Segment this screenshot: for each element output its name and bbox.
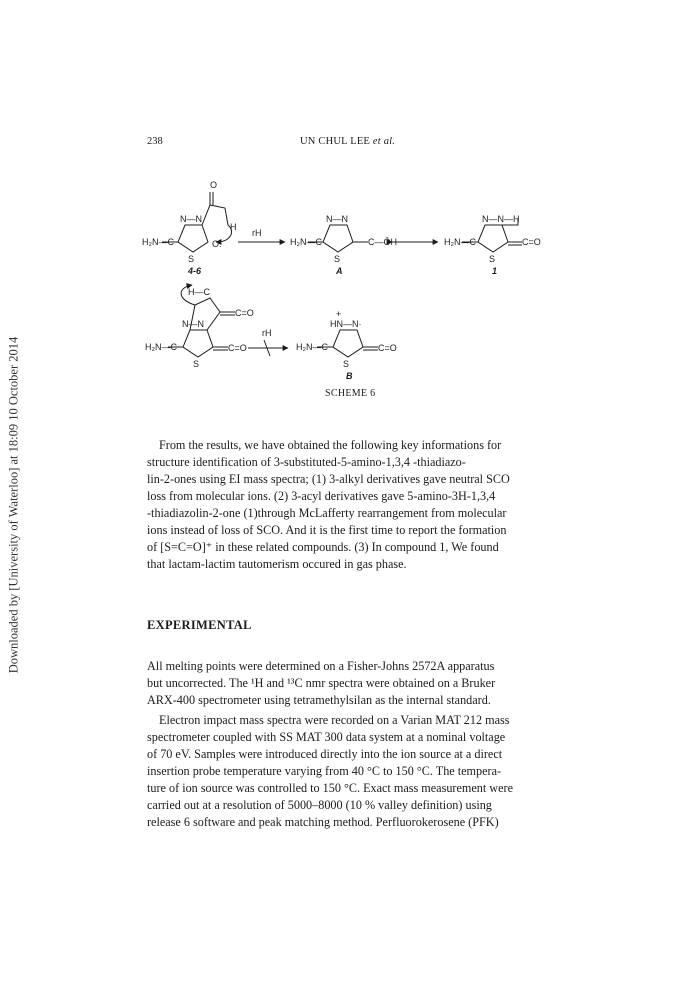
svg-text:N—N—H: N—N—H bbox=[482, 214, 520, 224]
text-line: All melting points were determined on a Fisher-Johns 2572A apparatus bbox=[147, 659, 495, 673]
svg-text:C—ÖH: C—ÖH bbox=[368, 237, 397, 247]
text-line: of [S=C=O]⁺ in these related compounds. (3) In compound 1, We found bbox=[147, 540, 499, 554]
svg-text:H₂N—C: H₂N—C bbox=[444, 237, 476, 247]
text-line: Electron impact mass spectra were recorded on a Varian MAT 212 mass bbox=[159, 713, 510, 727]
section-heading-experimental: EXPERIMENTAL bbox=[147, 618, 252, 632]
svg-text:C=O: C=O bbox=[228, 343, 247, 353]
svg-text:H₂N—C: H₂N—C bbox=[145, 342, 177, 352]
svg-text:C=O: C=O bbox=[378, 343, 397, 353]
svg-text:H: H bbox=[230, 222, 237, 232]
text-line: From the results, we have obtained the following key informations for bbox=[159, 438, 502, 452]
running-head bbox=[300, 136, 395, 147]
text-line: lin-2-ones using EI mass spectra; (1) 3-alkyl derivatives gave neutral SCO bbox=[147, 472, 510, 486]
text-line: ture of ion source was controlled to 150 °C. Exact mass measurement were bbox=[147, 781, 513, 795]
text-line: that lactam-lactim tautomerism occured in gas phase. bbox=[147, 557, 407, 571]
svg-text:O:: O: bbox=[212, 239, 222, 249]
label-1: 1 bbox=[492, 266, 498, 276]
experimental-paragraph-1 bbox=[147, 658, 549, 709]
svg-text:N—N: N—N bbox=[182, 319, 204, 329]
label-b: B bbox=[346, 371, 353, 380]
svg-text:S: S bbox=[334, 254, 341, 264]
svg-text:S: S bbox=[193, 359, 200, 369]
text-line: ARX-400 spectrometer using tetramethylsilan as the internal standard. bbox=[147, 693, 491, 707]
text-line: of 70 eV. Samples were introduced directly into the ion source at a direct bbox=[147, 747, 503, 761]
svg-text:S: S bbox=[343, 359, 350, 369]
experimental-paragraph-2 bbox=[147, 712, 549, 831]
svg-text:N—N: N—N bbox=[180, 214, 202, 224]
svg-text:O: O bbox=[210, 180, 218, 190]
ring-row2 bbox=[183, 330, 213, 357]
svg-text:H₂N—C: H₂N—C bbox=[296, 342, 328, 352]
svg-text:H₂N—C: H₂N—C bbox=[142, 237, 174, 247]
svg-text:H—C: H—C bbox=[188, 287, 210, 297]
ring-a bbox=[323, 225, 353, 252]
svg-text:S: S bbox=[188, 254, 195, 264]
svg-text:H₂N—C: H₂N—C bbox=[290, 237, 322, 247]
text-line: but uncorrected. The ¹H and ¹³C nmr spectra were obtained on a Bruker bbox=[147, 676, 496, 690]
text-line: loss from molecular ions. (2) 3-acyl derivatives gave 5-amino-3H-1,3,4 bbox=[147, 489, 496, 503]
text-line: insertion probe temperature varying from 40 °C to 150 °C. The tempera- bbox=[147, 764, 502, 778]
running-head-etal: et al. bbox=[372, 136, 396, 147]
svg-text:HN—N·: HN—N· bbox=[330, 319, 362, 329]
text-line: release 6 software and peak matching method. Perfluorokerosene (PFK) bbox=[147, 815, 499, 829]
label-4-6: 4-6 bbox=[188, 266, 202, 276]
arrow-label-rh: rH bbox=[252, 228, 262, 238]
scheme-6-figure bbox=[140, 170, 560, 380]
text-line: -thiadiazolin-2-one (1)through McLafferty rearrangement from molecular bbox=[147, 506, 507, 520]
svg-text:+: + bbox=[336, 309, 342, 319]
ring-1 bbox=[478, 225, 508, 252]
download-watermark-text: Downloaded by [University of Waterloo] at 18:09 10 October 2014 bbox=[6, 336, 21, 674]
svg-text:N—N: N—N bbox=[326, 214, 348, 224]
text-line: ions instead of loss of SCO. And it is the first time to report the formation bbox=[147, 523, 507, 537]
svg-text:C=O: C=O bbox=[522, 237, 541, 247]
page-number: 238 bbox=[147, 136, 163, 147]
text-line: carried out at a resolution of 5000–8000 (10 % valley definition) using bbox=[147, 798, 492, 812]
download-watermark bbox=[2, 320, 26, 690]
label-a: A bbox=[336, 266, 343, 276]
scheme-caption: SCHEME 6 bbox=[325, 388, 376, 399]
ring-4-6 bbox=[178, 225, 208, 252]
acyl-chain bbox=[202, 205, 228, 225]
arrow-label-rh-2: rH bbox=[262, 328, 272, 338]
text-line: spectrometer coupled with SS MAT 300 data system at a nominal voltage bbox=[147, 730, 506, 744]
text-line: structure identification of 3-substituted-5-amino-1,3,4 -thiadiazo- bbox=[147, 455, 466, 469]
ring-b bbox=[333, 330, 363, 357]
results-paragraph bbox=[147, 437, 549, 573]
svg-text:S: S bbox=[489, 254, 496, 264]
svg-text:C=O: C=O bbox=[235, 308, 254, 318]
running-head-authors: UN CHUL LEE bbox=[300, 136, 371, 147]
